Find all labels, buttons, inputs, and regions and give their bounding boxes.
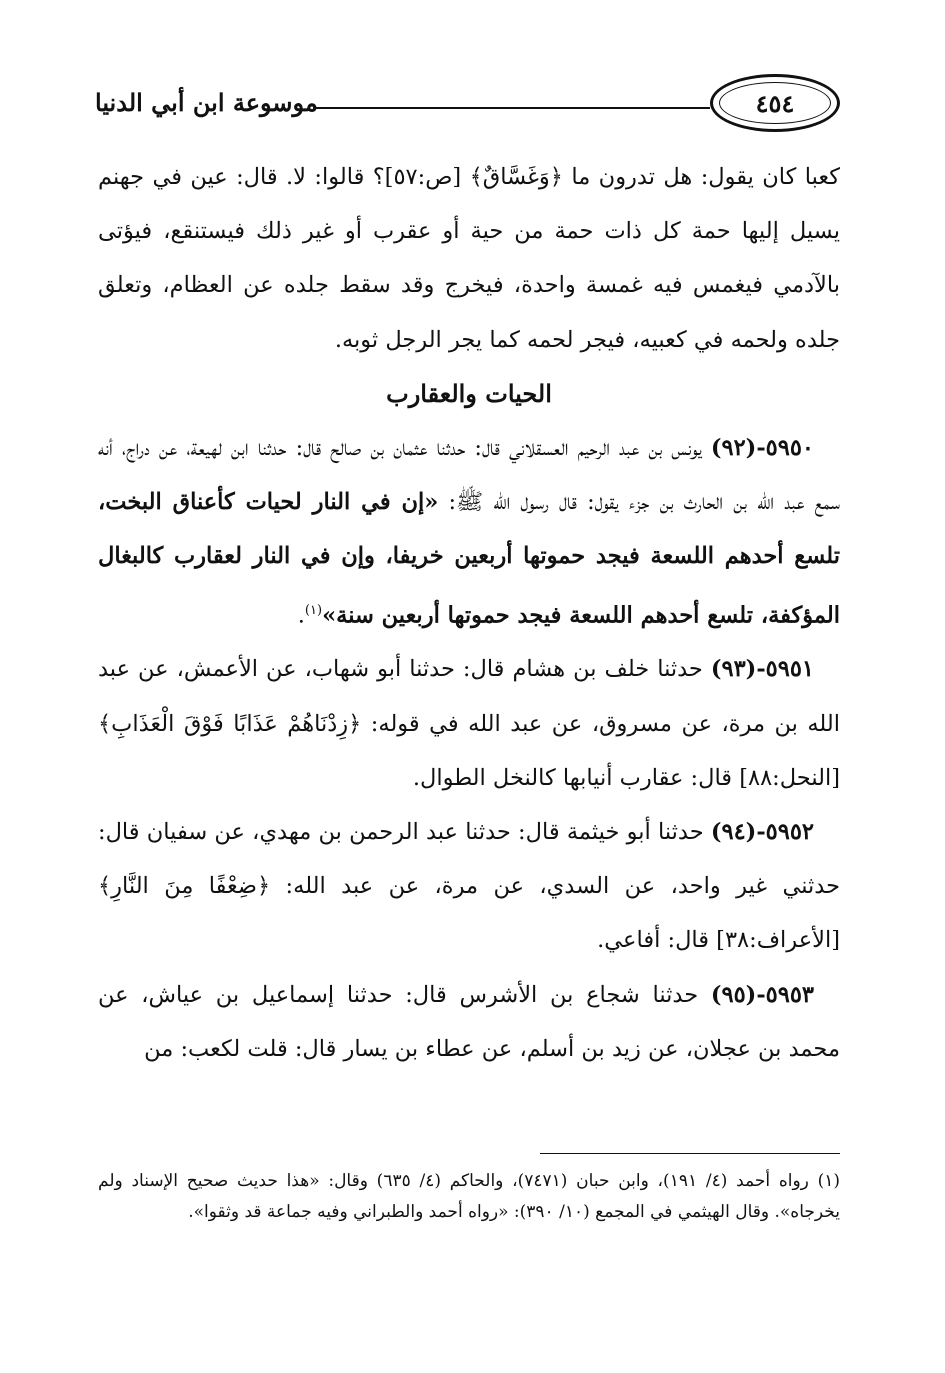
page-header (95, 74, 840, 136)
intro-paragraph: كعبا كان يقول: هل تدرون ما ﴿وَغَسَّاقٌ﴾ [ص:٥٧]؟ قالوا: لا. قال: عين في جهنم يسيل إليها حمة كل ذات حمة من حية أو عقرب أو غير ذلك فيستنقع، فيؤتى بالآدمي فيغمس فيه غمسة واحدة، فيخرج وقد سقط جلده عن العظام، وتعلق جلده ولحمه في كعبيه، فيجر لحمه كما يجر الرجل ثوبه. (98, 164, 840, 353)
hadith-number: ٥٩٥١-(٩٣) (710, 656, 814, 683)
hadith-5951 (98, 642, 840, 805)
main-text (98, 150, 840, 1076)
footnote-1: (١) رواه أحمد (٤/ ١٩١)، وابن حبان (٧٤٧١)، والحاكم (٤/ ٦٣٥) وقال: «هذا حديث صحيح الإسناد ولم يخرجاه». وقال الهيثمي في المجمع (١٠/ ٣٩٠): «رواه أحمد والطبراني وفيه جماعة قد وثقوا». (98, 1171, 841, 1222)
hadith-number: ٥٩٥٢-(٩٤) (710, 818, 814, 845)
hadith-text: حدثنا شجاع بن الأشرس قال: حدثنا إسماعيل بن عياش، عن محمد بن عجلان، عن زيد بن أسلم، عن عطاء بن يسار قال: قلت لكعب: من (98, 981, 840, 1062)
book-title: موسوعة ابن أبي الدنيا (95, 88, 318, 117)
hadith-5952 (98, 805, 840, 968)
hadith-5950: ٥٩٥٠-(٩٢) يونس بن عبد الرحيم العسقلاني قال: حدثنا عثمان بن صالح قال: حدثنا ابن لهيعة، عن دراج، أنه سمع عبد الله بن الحارث بن جزء يقول: قال رسول الله ﷺ: «إن في النار لحيات كأعناق البخت، تلسع أحدهم اللسعة فيجد حموتها أربعين خريفا، وإن في النار لعقارب كالبغال المؤكفة، تلسع أحدهم اللسعة فيجد حموتها أربعين سنة»$^{(١)}$. (98, 435, 840, 629)
hadith-chain: يونس بن عبد الرحيم العسقلاني قال: حدثنا عثمان بن صالح قال: حدثنا ابن لهيعة، عن دراج، أنه سمع عبد الله بن الحارث بن جزء يقول: قال رسول الله ﷺ: (98, 435, 840, 516)
hadith-number: ٥٩٥٣-(٩٥) (710, 981, 814, 1008)
page-number-frame (710, 74, 840, 132)
hadith-quote: «إن في النار لحيات كأعناق البخت، تلسع أحدهم اللسعة فيجد حموتها أربعين خريفا، وإن في النار لعقارب كالبغال المؤكفة، تلسع أحدهم اللسعة فيجد حموتها أربعين سنة» (98, 489, 840, 629)
section-heading: الحيات والعقارب (386, 378, 552, 408)
hadith-number: ٥٩٥٠-(٩٢) (710, 435, 814, 462)
hadith-5953 (98, 968, 840, 1076)
footnote-rule (540, 1153, 840, 1154)
page-number: ٤٥٤ (755, 89, 795, 118)
hadith-text: حدثنا أبو خيثمة قال: حدثنا عبد الرحمن بن مهدي، عن سفيان قال: حدثني غير واحد، عن السدي، عن مرة، عن عبد الله: ﴿ضِعْفًا مِنَ النَّارِ﴾ [الأعراف:٣٨] قال: أفاعي. (98, 818, 840, 954)
header-rule (313, 107, 710, 109)
footnotes (98, 1166, 840, 1228)
footnote-ref: (١) (304, 602, 323, 618)
hadith-text: حدثنا خلف بن هشام قال: حدثنا أبو شهاب، عن الأعمش، عن عبد الله بن مرة، عن مسروق، عن عبد الله في قوله: ﴿زِدْنَاهُمْ عَذَابًا فَوْقَ الْعَذَابِ﴾ [النحل:٨٨] قال: عقارب أنيابها كالنخل الطوال. (98, 656, 840, 791)
